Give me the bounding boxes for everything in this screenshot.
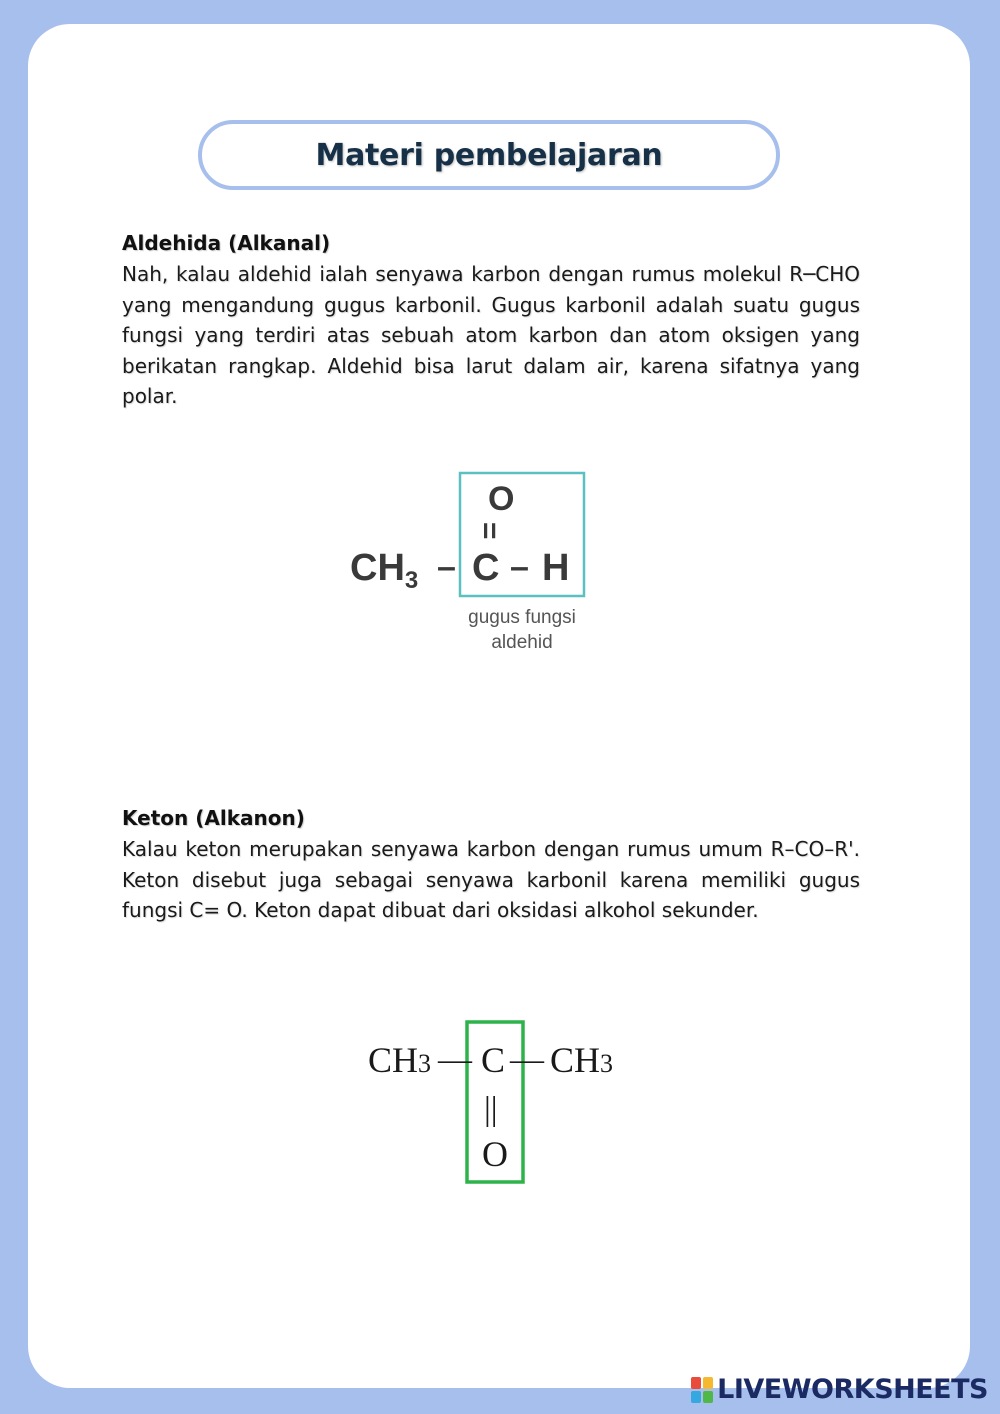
brand-name: LIVEWORKSHEETS [717, 1374, 988, 1405]
liveworksheets-icon [691, 1377, 713, 1403]
right-methyl-ch: CH [550, 1040, 601, 1080]
caption-line-2: aldehid [491, 632, 553, 653]
methyl-group [350, 547, 418, 594]
title-banner [198, 120, 780, 190]
right-methyl-group [550, 1040, 613, 1080]
single-bond-right: – [510, 548, 529, 586]
oxygen-atom: O [482, 1134, 508, 1174]
aldehida-paragraph: Nah, kalau aldehid ialah senyawa karbon dengan rumus molekul R─CHO yang mengandung gugus karbonil. Gugus karbonil adalah suatu gugus fungsi yang terdiri atas sebuah atom karbon dan atom oksigen yang berikatan rangkap. Aldehid bisa larut dalam air, karena sifatnya yang polar. [122, 262, 860, 408]
aldehyde-structure-diagram [340, 466, 610, 662]
double-bond: || [484, 1091, 498, 1128]
carbonyl-carbon: C [472, 547, 500, 589]
page-title: Materi pembelajaran [315, 137, 663, 173]
keton-heading: Keton (Alkanon) [122, 806, 305, 830]
left-methyl-ch: CH [368, 1040, 419, 1080]
methyl-subscript: 3 [404, 567, 419, 594]
left-methyl-group [368, 1040, 431, 1080]
double-bond: = [473, 522, 506, 540]
methyl-ch: CH [350, 547, 405, 589]
keton-paragraph: Kalau keton merupakan senyawa karbon dengan rumus umum R–CO–R'. Keton disebut juga sebagai senyawa karbonil karena memiliki gugus fungsi C= O. Keton dapat dibuat dari oksidasi alkohol sekunder. [122, 837, 860, 922]
left-methyl-subscript: 3 [418, 1049, 432, 1078]
aldehida-heading: Aldehida (Alkanal) [122, 231, 331, 255]
bond-right: — [510, 1041, 544, 1078]
right-methyl-subscript: 3 [600, 1049, 614, 1078]
hydrogen-atom: H [542, 547, 570, 589]
carbonyl-carbon: C [481, 1040, 506, 1080]
caption-line-1: gugus fungsi [468, 607, 576, 628]
bond-left: — [438, 1041, 472, 1078]
oxygen-atom: O [488, 480, 515, 518]
single-bond-left: – [437, 548, 456, 586]
ketone-structure-diagram [360, 1014, 640, 1192]
liveworksheets-logo[interactable] [691, 1374, 988, 1405]
